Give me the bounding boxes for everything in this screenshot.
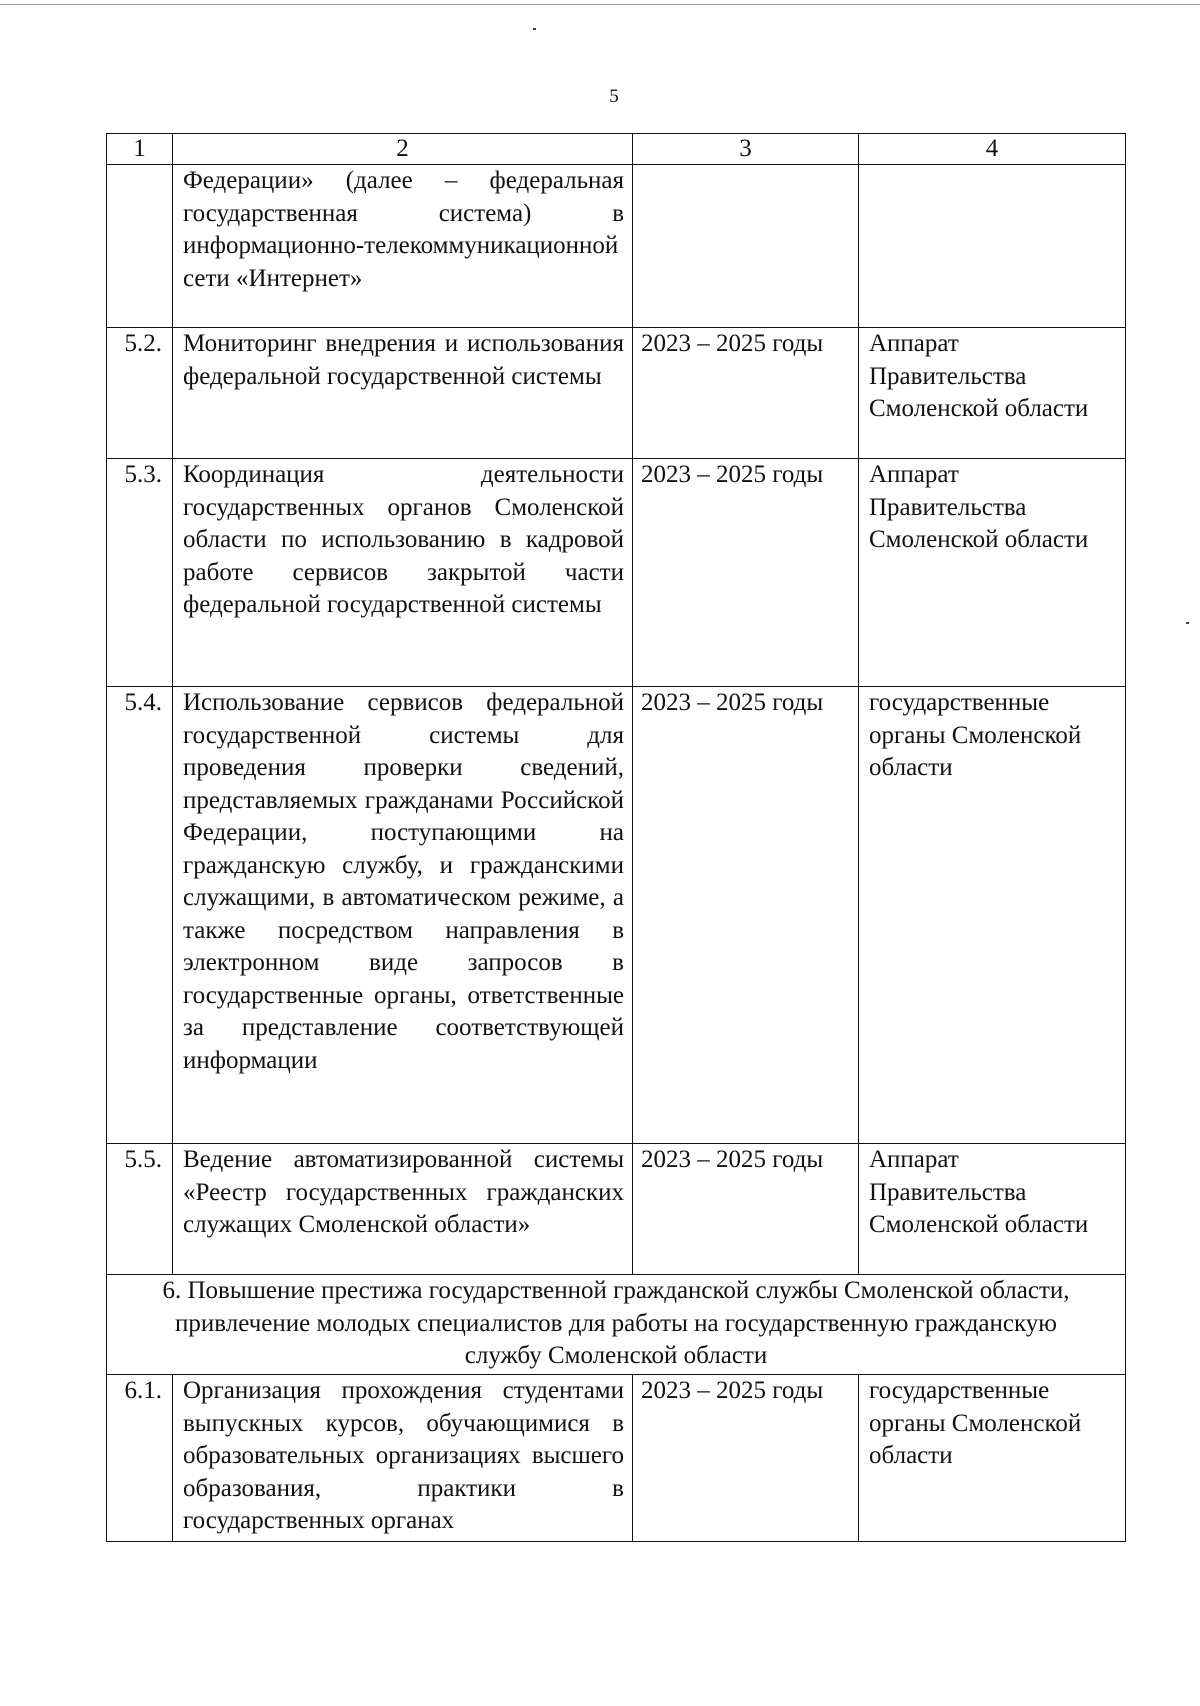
row-description: Координация деятельности государственных органов Смоленской области по использованию в кадровой работе сервисов закрытой части федеральной государственной системы [173,459,633,687]
header-cell-1: 1 [107,134,173,165]
row-number: 5.5. [107,1144,173,1275]
table-row [107,1144,1126,1275]
row-number: 5.3. [107,459,173,687]
scan-speck [533,28,536,30]
row-responsible: Аппарат Правительства Смоленской области [859,459,1126,687]
row-period [633,165,859,328]
scan-border-line [0,4,1200,5]
table-row [107,165,1126,328]
table-row [107,328,1126,459]
row-number [107,165,173,328]
row-number: 6.1. [107,1375,173,1542]
row-responsible: Аппарат Правительства Смоленской области [859,328,1126,459]
page-number: 5 [609,86,619,107]
section-6-title: 6. Повышение престижа государственной гражданской службы Смоленской области, привлечение молодых специалистов для работы на государственную гражданскую службу Смоленской области [107,1275,1126,1375]
row-description: Мониторинг внедрения и использования федеральной государственной системы [173,328,633,459]
row-period: 2023 – 2025 годы [633,687,859,1144]
row-responsible: государственные органы Смоленской области [859,1375,1126,1542]
table-row [107,687,1126,1144]
header-cell-2: 2 [173,134,633,165]
row-responsible: государственные органы Смоленской области [859,687,1126,1144]
row-responsible: Аппарат Правительства Смоленской области [859,1144,1126,1275]
row-period: 2023 – 2025 годы [633,459,859,687]
header-cell-4: 4 [859,134,1126,165]
table-row [107,459,1126,687]
row-description: Использование сервисов федеральной государственной системы для проведения проверки сведений, представляемых гражданами Российской Федерации, поступающими на гражданскую службу, и гражданскими служащими, в автоматическом режиме, а также посредством направления в электронном виде запросов в государственные органы, ответственные за представление соответствующей информации [173,687,633,1144]
row-period: 2023 – 2025 годы [633,1375,859,1542]
row-number: 5.2. [107,328,173,459]
row-period: 2023 – 2025 годы [633,328,859,459]
header-cell-3: 3 [633,134,859,165]
row-description: Ведение автоматизированной системы «Реестр государственных гражданских служащих Смоленской области» [173,1144,633,1275]
measures-table [106,133,1126,1542]
row-description: Федерации» (далее – федеральная государственная система) в информационно-телекоммуникационной сети «Интернет» [173,165,633,328]
row-period: 2023 – 2025 годы [633,1144,859,1275]
row-responsible [859,165,1126,328]
scan-speck [1186,622,1189,624]
row-description: Организация прохождения студентами выпускных курсов, обучающимися в образовательных организациях высшего образования, практики в государственных органах [173,1375,633,1542]
section-heading-row [107,1275,1126,1375]
row-number: 5.4. [107,687,173,1144]
table-row [107,1375,1126,1542]
table-header-row [107,134,1126,165]
